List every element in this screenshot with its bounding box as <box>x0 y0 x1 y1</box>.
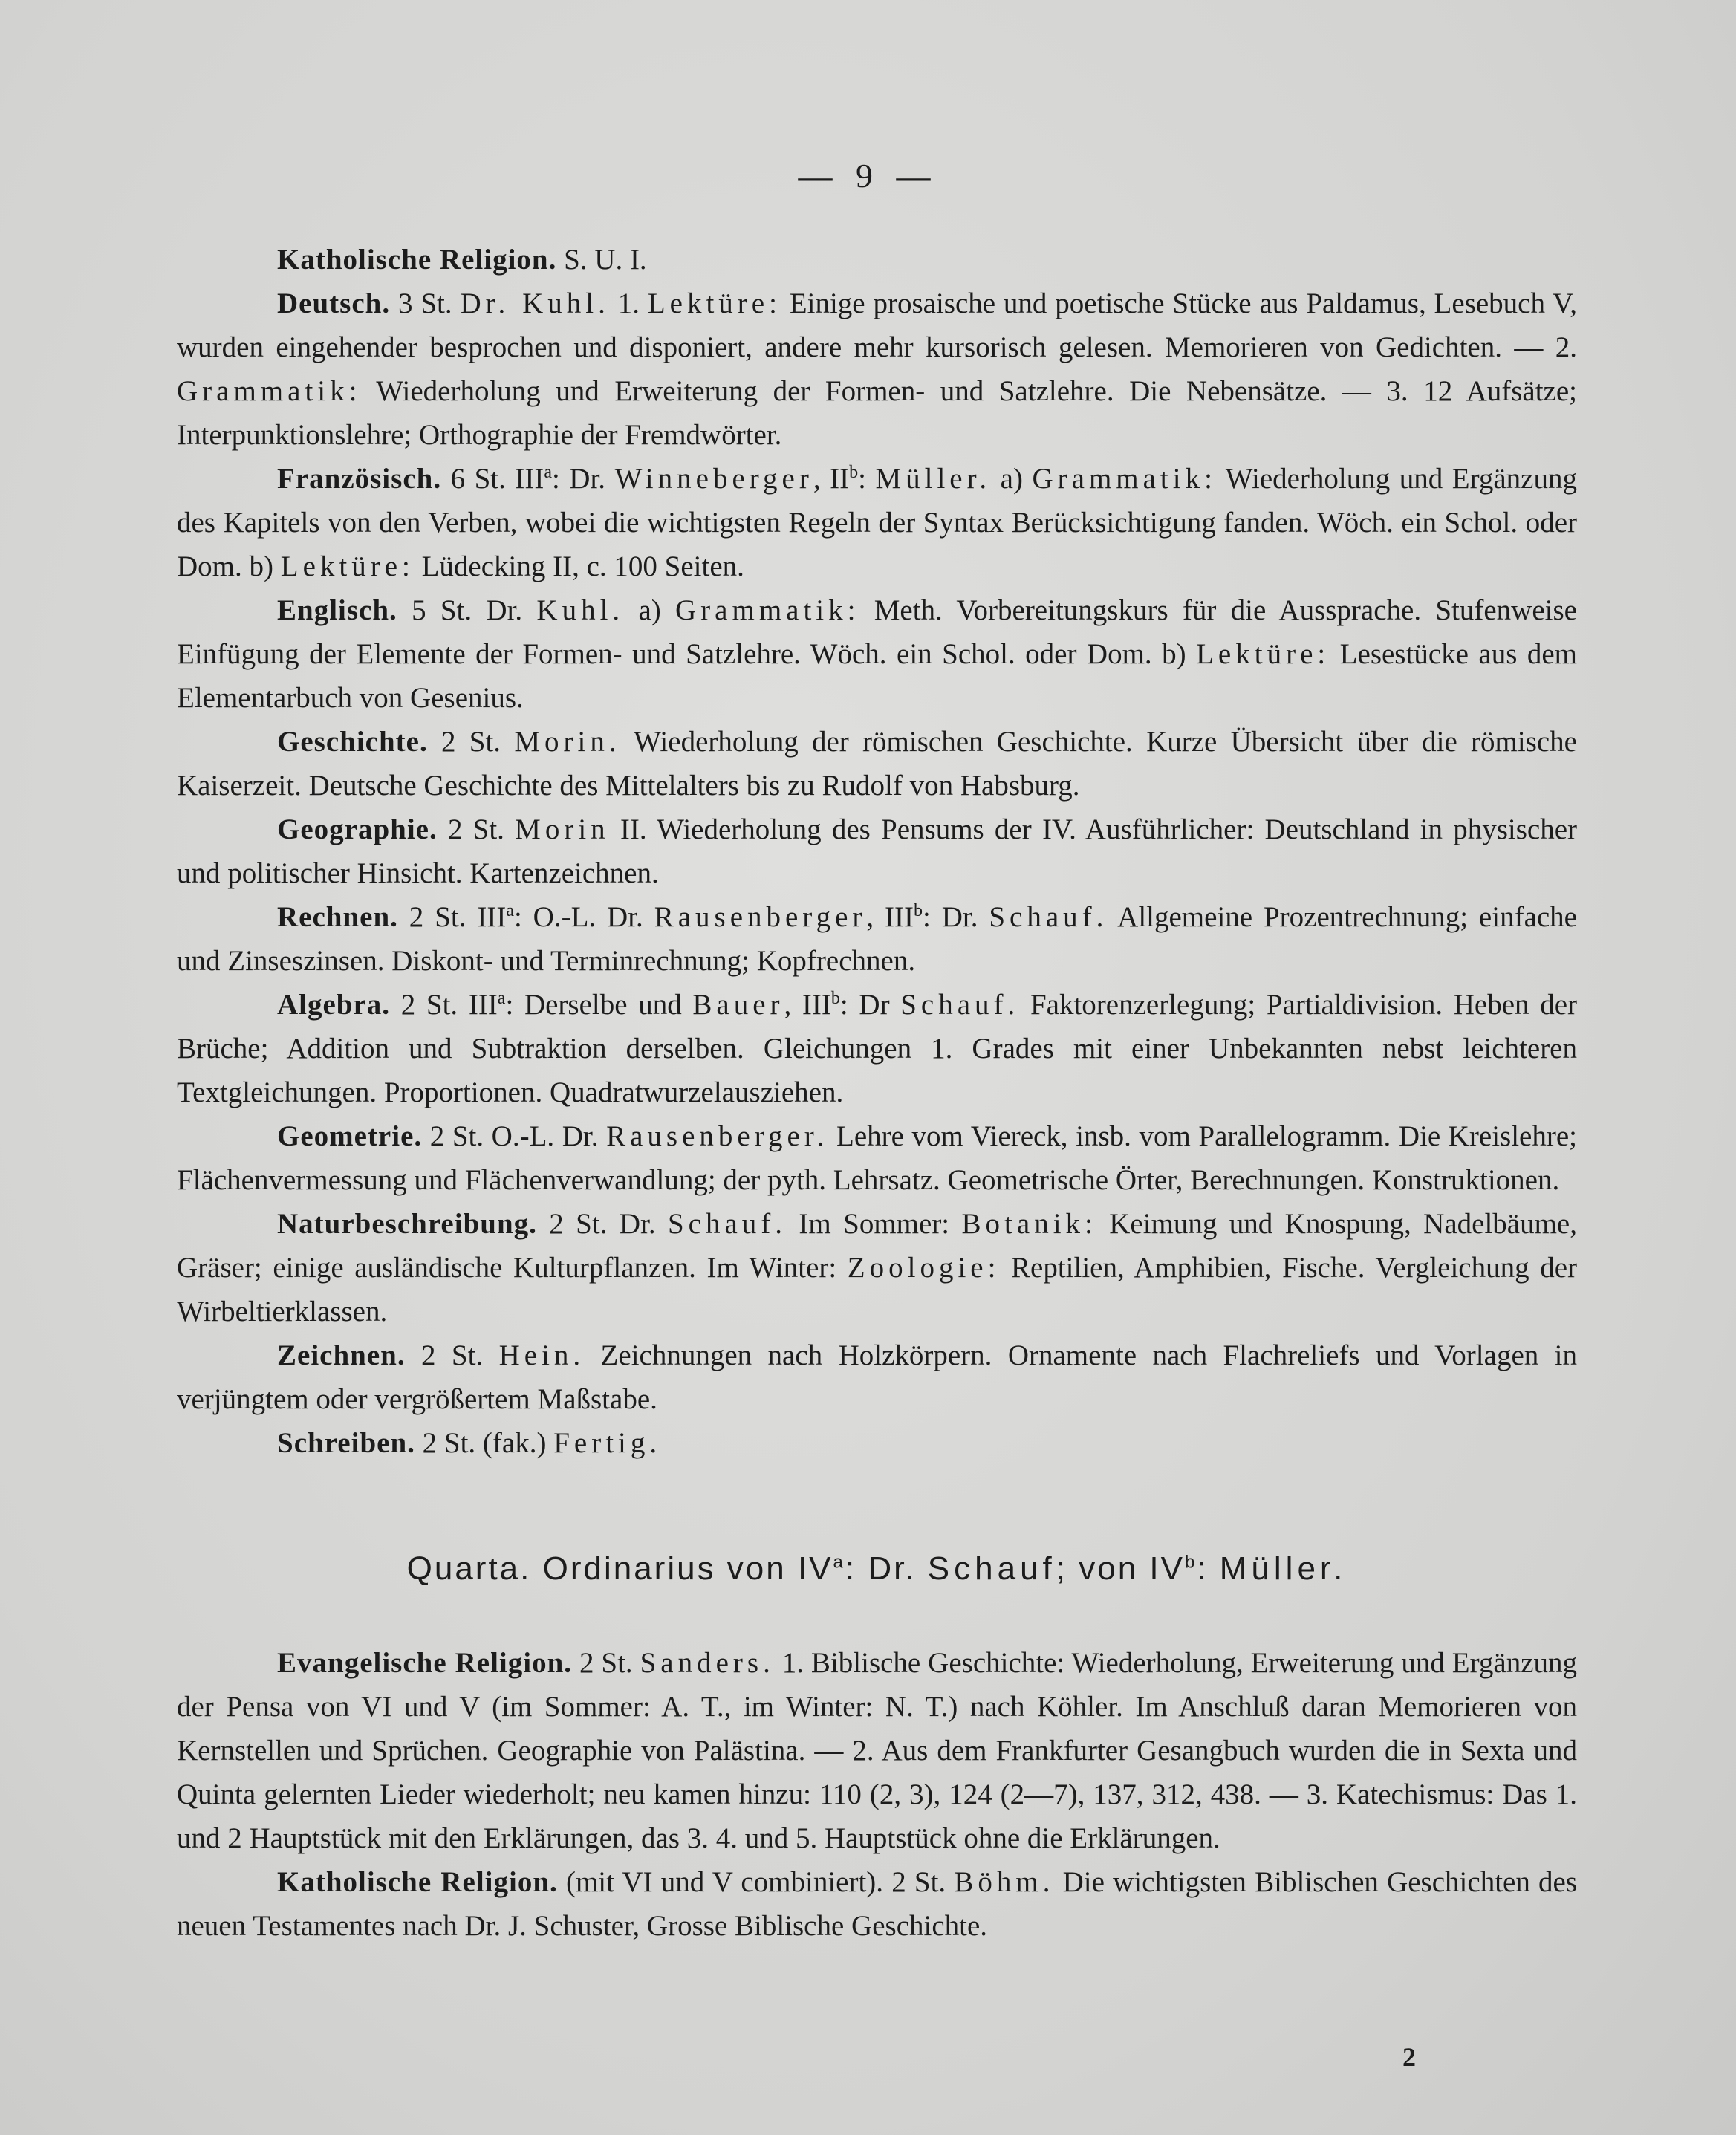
text-run: 1. <box>609 287 648 319</box>
text-run: II. Wiederholung des Pensums der IV. Ausführlicher: Deutschland in physischer und politischer Hinsicht. Kartenzeichnen. <box>177 813 1578 889</box>
subject-heading: Englisch. <box>277 594 397 626</box>
spaced-name: Winneberger <box>614 463 813 495</box>
spaced-name: Morin. <box>514 726 621 758</box>
subject-heading: Schreiben. <box>277 1427 415 1459</box>
subject-paragraph <box>177 1202 1577 1333</box>
text-run: Zeichnungen nach Holzkörpern. Ornamente nach Flachreliefs und Vorlagen in verjüngtem oder vergrößertem Maßstabe. <box>177 1339 1577 1415</box>
text-run: 2 St. <box>427 726 515 758</box>
subject-heading: Deutsch. <box>277 287 391 319</box>
subject-heading: Algebra. <box>277 989 391 1021</box>
text-run: Lehre vom Viereck, insb. vom Parallelogramm. Die Kreislehre; Flächenvermessung und Flächenverwandlung; der pyth. Lehrsatz. Geometrische Örter, Berechnungen. Konstruktionen. <box>177 1120 1577 1196</box>
subject-paragraph <box>177 588 1577 720</box>
subject-paragraph <box>177 1333 1577 1421</box>
text-run: 2 St. <box>437 813 516 845</box>
spaced-name: Rausenberger <box>654 901 867 933</box>
text-run: 5 St. Dr. <box>397 594 537 626</box>
subject-paragraph <box>177 1860 1577 1948</box>
spaced-name: Grammatik: <box>675 594 860 626</box>
text-run: : Dr. <box>845 1550 928 1587</box>
subject-paragraph <box>177 457 1577 588</box>
subject-heading: Katholische Religion. <box>277 1866 558 1898</box>
text-run: Lesestücke aus dem Elementarbuch von Gesenius. <box>177 638 1577 714</box>
text-run: a) <box>624 594 676 626</box>
superscript: b <box>849 463 859 482</box>
text-run: Wiederholung und Erweiterung der Formen- und Satzlehre. Die Nebensätze. — 3. 12 Aufsätze; Interpunktionslehre; Orthographie der Fremdwörter. <box>177 375 1577 451</box>
text-run: Wiederholung und Ergänzung des Kapitels von den Verben, wobei die wichtigsten Regeln der Syntax Berücksichtigung fanden. Wöch. ein Schol. oder Dom. b) <box>177 463 1577 582</box>
text-run: 2 St. Dr. <box>536 1208 668 1240</box>
spaced-name: Morin <box>515 813 610 845</box>
subject-paragraph <box>177 282 1577 457</box>
grade-section-quarta <box>177 1641 1577 1948</box>
text-run: 1. Biblische Geschichte: Wiederholung, Erweiterung und Ergänzung der Pensa von VI und V (im Sommer: A. T., im Winter: N. T.) nach Köhler. Im Anschluß daran Memorieren von Kernstellen und Sprüchen. Geographie von Palästina. — 2. Aus dem Frankfurter Gesangbuch wurden die in Sexta und Quinta gelernten Lieder wiederholt; neu kamen hinzu: 110 (2, 3), 124 (2—7), 137, 312, 438. — 3. Katechismus: Das 1. und 2 Hauptstück mit den Erklärungen, das 3. 4. und 5. Hauptstück ohne die Erklärungen. <box>177 1647 1578 1854</box>
subject-paragraph <box>177 1641 1577 1860</box>
subject-heading: Geographie. <box>277 813 438 845</box>
spaced-name: Grammatik: <box>1032 463 1217 495</box>
superscript: a <box>497 989 506 1008</box>
spaced-name: Zoologie: <box>847 1252 1001 1284</box>
text-run: Ordinarius von IV <box>531 1550 833 1587</box>
spaced-name: Böhm. <box>954 1866 1055 1898</box>
page-number: — 9 — <box>798 157 938 195</box>
text-run: 6 St. III <box>441 463 544 495</box>
superscript: b <box>830 989 840 1008</box>
text-run: : <box>858 463 876 495</box>
superscript: a <box>544 463 552 482</box>
section-heading-quarta <box>177 1547 1577 1590</box>
subject-heading: Evangelische Religion. <box>277 1647 573 1679</box>
text-run: 2 St. III <box>397 901 507 933</box>
text-run: (mit VI und V combiniert). 2 St. <box>557 1866 955 1898</box>
text-run: : <box>1197 1550 1220 1587</box>
text-run: : Dr. <box>923 901 989 933</box>
text-run: a) <box>991 463 1033 495</box>
text-run: , III <box>784 989 831 1021</box>
spaced-name: Grammatik: <box>177 375 362 407</box>
subject-paragraph <box>177 1114 1577 1202</box>
subject-heading: Französisch. <box>277 463 442 495</box>
spaced-name: Kuhl. <box>536 594 625 626</box>
subject-paragraph <box>177 895 1577 983</box>
text-run: Faktorenzerlegung; Partialdivision. Heben der Brüche; Addition und Subtraktion derselben. Gleichungen 1. Grades mit einer Unbekannten nebst leichteren Textgleichungen. Proportionen. Quadratwurzelausziehen. <box>177 989 1577 1108</box>
subject-paragraph <box>177 983 1577 1114</box>
text-run: 2 St. III <box>390 989 498 1021</box>
text-run: 3 St. <box>390 287 461 319</box>
text-run: Allgemeine Prozentrechnung; einfache und Zinseszinsen. Diskont- und Terminrechnung; Kopfrechnen. <box>177 901 1577 977</box>
superscript: b <box>914 901 923 920</box>
spaced-name: Müller. <box>875 463 992 495</box>
text-run: : Dr <box>839 989 901 1021</box>
subject-heading: Naturbeschreibung. <box>277 1208 537 1240</box>
text-run: : Dr. <box>551 463 615 495</box>
spaced-name: Botanik: <box>961 1208 1097 1240</box>
spaced-name: Müller. <box>1219 1550 1347 1587</box>
subject-paragraph <box>177 1421 1577 1465</box>
text-run: Reptilien, Amphibien, Fische. Vergleichung der Wirbeltierklassen. <box>177 1252 1577 1328</box>
grade-section-upper <box>177 238 1577 1465</box>
text-run: 2 St. O.-L. Dr. <box>422 1120 607 1152</box>
text-run: ; von IV <box>1056 1550 1185 1587</box>
subject-heading: Zeichnen. <box>277 1339 406 1371</box>
spaced-name: Rausenberger. <box>606 1120 829 1152</box>
text-run: 2 St. <box>405 1339 499 1371</box>
text-run: Keimung und Knospung, Nadelbäume, Gräser; einige ausländische Kulturpflanzen. Im Winter: <box>177 1208 1577 1284</box>
superscript: a <box>506 901 514 920</box>
subject-heading: Rechnen. <box>277 901 398 933</box>
superscript: a <box>833 1552 845 1573</box>
text-run: Wiederholung der römischen Geschichte. Kurze Übersicht über die römische Kaiserzeit. Deutsche Geschichte des Mittelalters bis zu Rudolf von Habsburg. <box>177 726 1577 802</box>
spaced-name: Lektüre: <box>1196 638 1330 670</box>
subject-heading: Geschichte. <box>277 726 428 758</box>
text-run: Einige prosaische und poetische Stücke aus Paldamus, Lesebuch V, wurden eingehender besprochen und disponiert, andere mehr kursorisch gelesen. Memorieren von Gedichten. — 2. <box>177 287 1578 363</box>
text-run: , III <box>866 901 914 933</box>
superscript: b <box>1184 1552 1197 1573</box>
spaced-name: Lektüre: <box>280 550 415 582</box>
subject-paragraph <box>177 807 1577 895</box>
subject-paragraph <box>177 238 1577 282</box>
subject-heading: Geometrie. <box>277 1120 423 1152</box>
spaced-name: Bauer <box>692 989 784 1021</box>
page-body <box>177 238 1577 1948</box>
subject-heading: Katholische Religion. <box>277 244 557 276</box>
text-run: Die wichtigsten Biblischen Geschichten des neuen Testamentes nach Dr. J. Schuster, Grosse Biblische Geschichte. <box>177 1866 1577 1942</box>
text-run: : Derselbe und <box>505 989 693 1021</box>
text-run: S. U. I. <box>556 244 647 276</box>
spaced-name: Fertig. <box>553 1427 662 1459</box>
spaced-name: Schauf <box>927 1550 1056 1587</box>
text-run: , II <box>813 463 850 495</box>
spaced-name: Schauf. <box>989 901 1108 933</box>
sheet-signature: 2 <box>1402 2042 1416 2072</box>
spaced-name: Schauf. <box>900 989 1020 1021</box>
spaced-name: Hein. <box>498 1339 585 1371</box>
text-run: : O.-L. Dr. <box>513 901 654 933</box>
spaced-name: Sanders. <box>640 1647 775 1679</box>
spaced-name: Schauf. <box>667 1208 787 1240</box>
subject-paragraph <box>177 720 1577 807</box>
text-run: Im Sommer: <box>787 1208 962 1240</box>
text-run: Meth. Vorbereitungskurs für die Aussprache. Stufenweise Einfügung der Elemente der Formen- und Satzlehre. Wöch. ein Schol. oder Dom. b) <box>177 594 1577 670</box>
text-run: Lüdecking II, c. 100 Seiten. <box>414 550 744 582</box>
text-run: Quarta. <box>406 1550 532 1587</box>
text-run: 2 St. <box>572 1647 640 1679</box>
spaced-name: Dr. Kuhl. <box>460 287 610 319</box>
text-run: 2 St. (fak.) <box>415 1427 554 1459</box>
spaced-name: Lektüre: <box>647 287 781 319</box>
